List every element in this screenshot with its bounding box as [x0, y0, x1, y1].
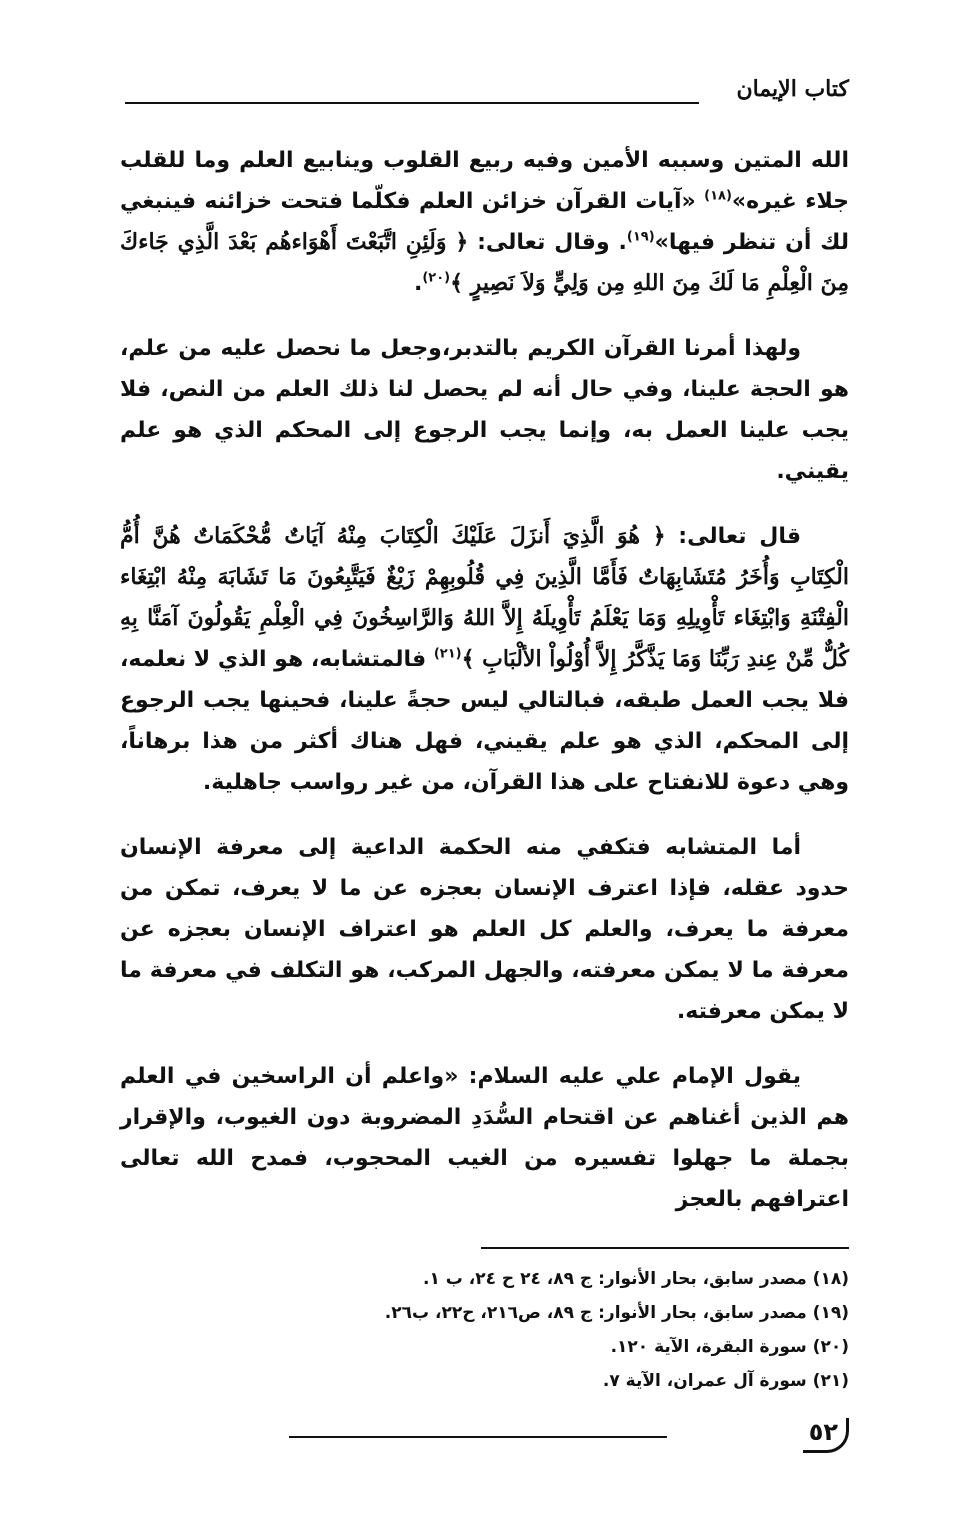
footnote-ref-21[interactable]: (٢١) — [433, 646, 462, 662]
header-rule — [125, 102, 699, 104]
footnotes — [160, 1262, 849, 1398]
running-header — [125, 72, 849, 116]
footnote-19: (١٩) مصدر سابق، بحار الأنوار: ج ٨٩، ص٢١٦، ح٢٢، ب٢٦. — [384, 1303, 849, 1323]
paragraph-4: أما المتشابه فتكفي منه الحكمة الداعية إلى معرفة الإنسان حدود عقله، فإذا اعترف الإنسان بعجزه عن ما لا يعرف، تمكن من معرفة ما يعرف، والعلم كل العلم هو اعتراف الإنسان بعجزه عن معرفة ما لا يمكن معرفته، والجهل المركب، هو التكلف في معرفة ما لا يمكن معرفته. — [120, 835, 849, 1024]
book-title-logo: كتاب الإيمان — [736, 76, 849, 102]
paragraph-5: يقول الإمام علي عليه السلام: «واعلم أن الراسخين في العلم هم الذين أغناهم عن اقتحام السُّدَدِ المضروبة دون الغيوب، والإقرار بجملة ما جهلوا تفسيره من الغيب المحجوب، فمدح الله تعالى اعترافهم بالعجز — [120, 1064, 849, 1212]
footnote-ref-18[interactable]: (١٨) — [704, 188, 732, 204]
footnote-ref-19[interactable]: (١٩) — [626, 229, 655, 245]
paragraph-1: الله المتين وسببه الأمين وفيه ربيع القلوب وينابيع العلم وما للقلب جلاء غيره»$^{(١٨)}$ «آيات القرآن خزائن العلم فكلّما فتحت خزائنه فينبغي لك أن تنظر فيها»$^{(١٩)}$. وقال تعالى: ﴿ وَلَئِنِ اتَّبَعْتَ أَهْوَاءهُم بَعْدَ الَّذِي جَاءكَ مِنَ الْعِلْمِ مَا لَكَ مِنَ اللهِ مِن وَلِيٍّ وَلاَ نَصِيرٍ ﴾$^{(٢٠)}$. — [120, 148, 850, 296]
paragraph-2: ولهذا أمرنا القرآن الكريم بالتدبر،وجعل ما نحصل عليه من علم، هو الحجة علينا، وفي حال أنه لم يحصل لنا ذلك العلم من النص، فلا يجب علينا العمل به، وإنما يجب الرجوع إلى المحكم الذي هو علم يقيني. — [120, 336, 849, 484]
paragraph-3: قال تعالى: ﴿ هُوَ الَّذِيَ أَنزَلَ عَلَيْكَ الْكِتَابَ مِنْهُ آيَاتٌ مُّحْكَمَاتٌ هُنَّ أُمُّ الْكِتَابِ وَأُخَرُ مُتَشَابِهَاتٌ فَأَمَّا الَّذِينَ فِي قُلُوبِهِمْ زَيْغٌ فَيَتَّبِعُونَ مَا تَشَابَهَ مِنْهُ ابْتِغَاء الْفِتْنَةِ وَابْتِغَاء تَأْوِيلِهِ وَمَا يَعْلَمُ تَأْوِيلَهُ إِلاَّ اللهُ وَالرَّاسِخُونَ فِي الْعِلْمِ يَقُولُونَ آمَنَّا بِهِ كُلٌّ مِّنْ عِندِ رَبِّنَا وَمَا يَذَّكَّرُ إِلاَّ أُوْلُواْ الألْبَابِ ﴾$^{(٢١)}$ فالمتشابه، هو الذي لا نعلمه، فلا يجب العمل طبقه، فبالتالي ليس حجةً علينا، فحينها يجب الرجوع إلى المحكم، الذي هو علم يقيني، فهل هناك أكثر من هذا برهاناً، وهي دعوة للانفتاح على هذا القرآن، من غير رواسب جاهلية. — [120, 523, 849, 795]
quran-verse: ﴿ هُوَ الَّذِيَ أَنزَلَ عَلَيْكَ الْكِتَابَ مِنْهُ آيَاتٌ مُّحْكَمَاتٌ هُنَّ أُمُّ الْكِتَابِ وَأُخَرُ مُتَشَابِهَاتٌ فَأَمَّا الَّذِينَ فِي قُلُوبِهِمْ زَيْغٌ فَيَتَّبِعُونَ مَا تَشَابَهَ مِنْهُ ابْتِغَاء الْفِتْنَةِ وَابْتِغَاء تَأْوِيلِهِ وَمَا يَعْلَمُ تَأْوِيلَهُ إِلاَّ اللهُ وَالرَّاسِخُونَ فِي الْعِلْمِ يَقُولُونَ آمَنَّا بِهِ كُلٌّ مِّنْ عِندِ رَبِّنَا وَمَا يَذَّكَّرُ إِلاَّ أُوْلُواْ الألْبَابِ ﴾ — [120, 523, 849, 672]
footnote-21: (٢١) سورة آل عمران، الآية ٧. — [602, 1371, 849, 1391]
footnote-20: (٢٠) سورة البقرة، الآية ١٢٠. — [610, 1337, 849, 1357]
footnote-ref-20[interactable]: (٢٠) — [422, 270, 451, 286]
footnote-divider — [481, 1247, 849, 1249]
footnote-18: (١٨) مصدر سابق، بحار الأنوار: ج ٨٩، ٢٤ ح ٢٤، ب ١. — [422, 1269, 849, 1289]
bottom-rule — [289, 1436, 667, 1438]
page-number: ٥٢ — [803, 1418, 849, 1453]
main-text — [120, 140, 849, 1244]
quran-verse: ﴿ وَلَئِنِ اتَّبَعْتَ أَهْوَاءهُم بَعْدَ الَّذِي جَاءكَ مِنَ الْعِلْمِ مَا لَكَ مِنَ اللهِ مِن وَلِيٍّ وَلاَ نَصِيرٍ ﴾ — [120, 229, 849, 296]
